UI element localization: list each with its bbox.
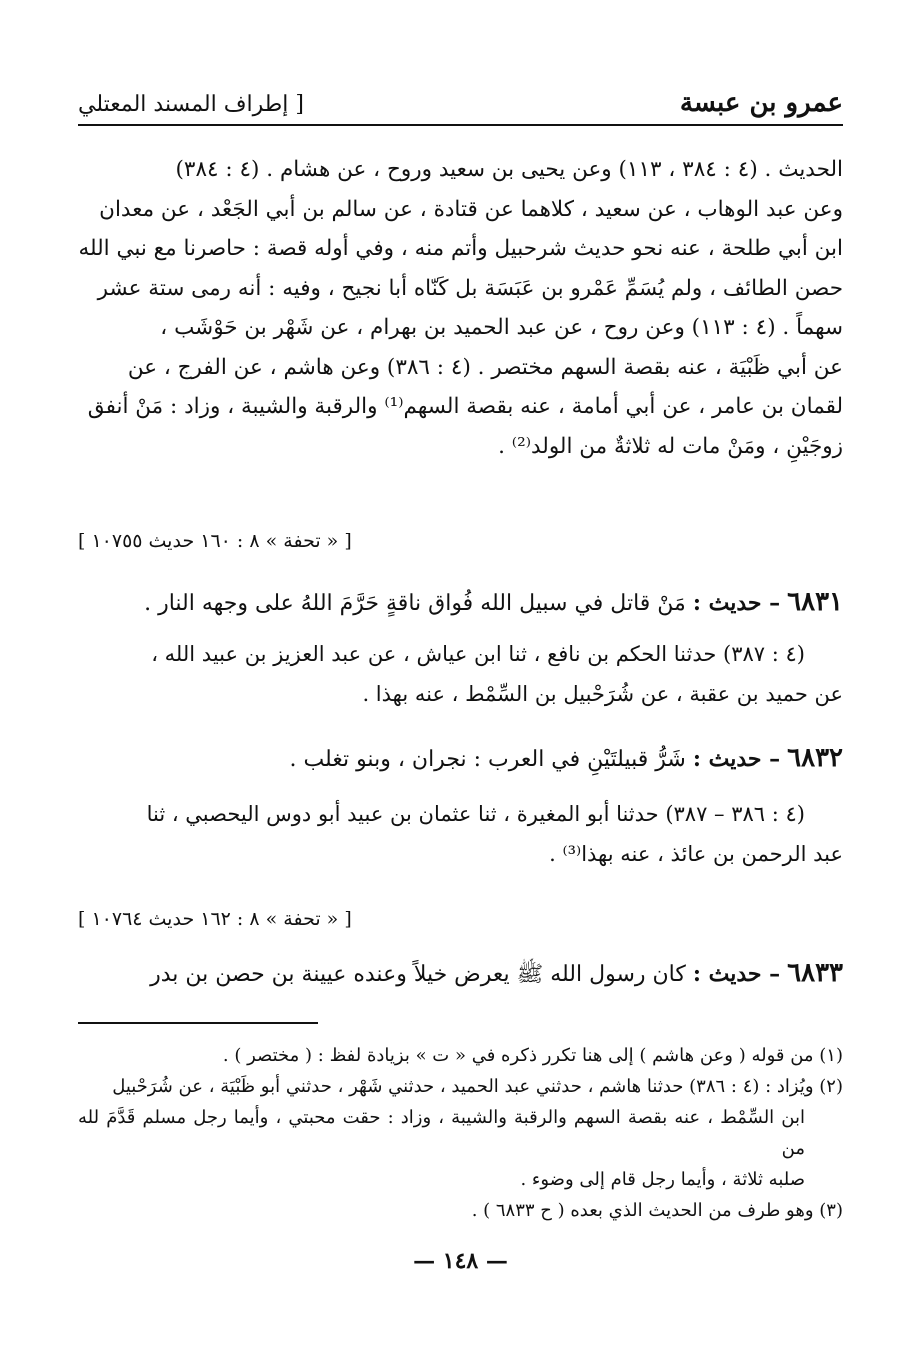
tuhfa-reference: [ « تحفة » ٨ : ١٦٠ حديث ١٠٧٥٥ ] — [78, 530, 352, 552]
hadith-6831 — [78, 582, 843, 714]
book-title: [ إطراف المسند المعتلي — [78, 92, 304, 117]
passage-line: عن أبي ظَبْيَة ، عنه بقصة السهم مختصر . (٤ : ٣٨٦) وعن هاشم ، عن الفرج ، عن — [127, 354, 843, 380]
hadith-text: شَرُّ قبيلتَيْنِ في العرب : نجران ، وبنو تغلب . — [289, 747, 686, 772]
book-page — [78, 0, 843, 1369]
footnote: (٣) وهو طرف من الحديث الذي بعده ( ح ٦٨٣٣ ) . — [471, 1200, 843, 1221]
passage-line: لقمان بن عامر ، عن أبي أمامة ، عنه بقصة السهم⁽¹⁾ والرقبة والشيبة ، وزاد : مَنْ أنفق — [87, 394, 843, 419]
hadith-heading — [78, 953, 843, 995]
hadith-number: ٦٨٣٢ — [787, 743, 843, 773]
isnad-line: عن حميد بن عقبة ، عن شُرَحْبيل بن السِّمْط ، عنه بهذا . — [362, 682, 843, 706]
hadith-label: – حديث : — [692, 746, 781, 772]
hadith-6833 — [78, 953, 843, 995]
page-header — [78, 88, 843, 128]
page-number: — ١٤٨ — — [413, 1248, 508, 1274]
hadith-number: ٦٨٣١ — [787, 587, 843, 617]
footnote: (٢) ويُزاد : (٤ : ٣٨٦) حدثنا هاشم ، حدثني عبد الحميد ، حدثني شَهْر ، حدثني أبو ظَبْيَة ، عن شُرَحْبيل — [112, 1076, 843, 1097]
footnote: (١) من قوله ( وعن هاشم ) إلى هنا تكرر ذكره في « ت » بزيادة لفظ : ( مختصر ) . — [222, 1045, 843, 1066]
hadith-heading — [78, 738, 843, 780]
footnote-continuation: صلبه ثلاثة ، وأيما رجل قام إلى وضوء . — [520, 1169, 805, 1190]
hadith-text: كان رسول الله ﷺ يعرض خيلاً وعنده عيينة بن حصن بن بدر — [150, 962, 686, 987]
footnote-continuation: ابن السِّمْط ، عنه بقصة السهم والرقبة والشيبة ، وزاد : حقت محبتي ، وأيما رجل مسلم قَدَّمَ لله من — [78, 1107, 805, 1159]
passage-line: زوجَيْنِ ، ومَنْ مات له ثلاثةٌ من الولد⁽²⁾ . — [498, 433, 843, 459]
passage-line: وعن عبد الوهاب ، عن سعيد ، كلاهما عن قتادة ، عن سالم بن أبي الجَعْد ، عن معدان — [99, 196, 843, 222]
isnad-line: (٤ : ٣٨٦ – ٣٨٧) حدثنا أبو المغيرة ، ثنا عثمان بن عبيد أبو دوس اليحصبي ، ثنا — [146, 802, 805, 826]
tuhfa-reference: [ « تحفة » ٨ : ١٦٢ حديث ١٠٧٦٤ ] — [78, 908, 352, 930]
passage-line: ابن أبي طلحة ، عنه نحو حديث شرحبيل وأتم منه ، وفي أوله قصة : حاصرنا مع نبي الله — [78, 236, 843, 261]
footnotes — [78, 1040, 843, 1226]
hadith-heading — [78, 582, 843, 624]
hadith-label: – حديث : — [692, 961, 781, 987]
passage-line: سهماً . (٤ : ١١٣) وعن روح ، عن عبد الحميد بن بهرام ، عن شَهْر بن حَوْشَب ، — [160, 315, 843, 340]
running-title: عمرو بن عبسة — [679, 88, 843, 118]
main-text — [78, 150, 843, 466]
passage-line: الحديث . (٤ : ٣٨٤ ، ١١٣) وعن يحيى بن سعيد وروح ، عن هشام . (٤ : ٣٨٤) — [175, 157, 843, 182]
hadith-6832 — [78, 738, 843, 874]
hadith-text: مَنْ قاتل في سبيل الله فُواق ناقةٍ حَرَّمَ اللهُ على وجهه النار . — [144, 591, 686, 616]
hadith-label: – حديث : — [692, 590, 781, 616]
header-rule — [78, 124, 843, 126]
footnote-rule — [78, 1022, 318, 1024]
hadith-number: ٦٨٣٣ — [787, 958, 843, 988]
isnad-line: عبد الرحمن بن عائذ ، عنه بهذا⁽³⁾ . — [549, 842, 843, 866]
isnad-line: (٤ : ٣٨٧) حدثنا الحكم بن نافع ، ثنا ابن عياش ، عن عبد العزيز بن عبيد الله ، — [151, 642, 805, 666]
passage-line: حصن الطائف ، ولم يُسَمِّ عَمْرو بن عَبَسَة بل كَنّاه أبا نجيح ، وفيه : أنه رمى ستة عشر — [97, 275, 843, 301]
